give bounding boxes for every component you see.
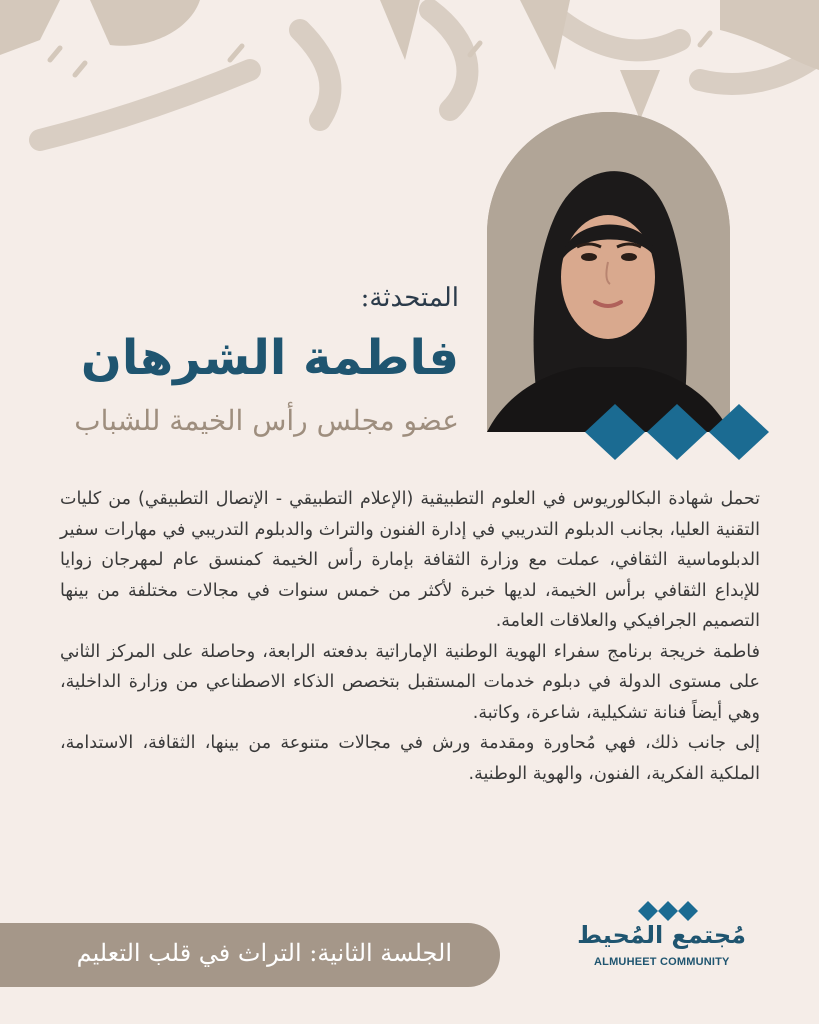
bio-paragraph: إلى جانب ذلك، فهي مُحاورة ومقدمة ورش في مجالات متنوعة من بينها، الثقافة، الاستدامة، الملكية الفكرية، الفنون، والهوية الوطنية. (60, 733, 760, 784)
speaker-portrait (487, 112, 730, 432)
logo-arabic-text: مُجتمع المُحيط (577, 921, 746, 949)
session-banner (0, 923, 500, 987)
wave-pattern-icon (585, 402, 771, 460)
speaker-bio (60, 484, 760, 789)
bio-paragraph: فاطمة خريجة برنامج سفراء الهوية الوطنية الإماراتية بدفعته الرابعة، وحاصلة على المركز الثاني على مستوى الدولة في دبلوم خدمات المستقبل بتخصص الذكاء الاصطناعي من وزارة الداخلية، وهي أيضاً فنانة تشكيلية، شاعرة، وكاتبة. (60, 641, 760, 723)
speaker-label: المتحدثة: (360, 283, 459, 313)
logo-english-text: ALMUHEET COMMUNITY (594, 956, 730, 968)
speaker-title: عضو مجلس رأس الخيمة للشباب (74, 404, 459, 437)
speaker-name: فاطمة الشرهان (80, 330, 459, 386)
logo-wave-icon (638, 901, 698, 921)
bio-paragraph: تحمل شهادة البكالوريوس في العلوم التطبيقية (الإعلام التطبيقي - الإتصال التطبيقي) من كليات التقنية العليا، بجانب الدبلوم التدريبي في إدارة الفنون والتراث والدبلوم التدريبي في مهارات سفير الدبلوماسية الثقافي، عملت مع وزارة الثقافة بإمارة رأس الخيمة كمنسق عام لمهرجان زوايا للإبداع الثقافي برأس الخيمة، لديها خبرة لأكثر من خمس سنوات في مجالات مختلفة من بينها التصميم الجرافيكي والعلاقات العامة. (60, 489, 760, 631)
session-title: الجلسة الثانية: التراث في قلب التعليم (76, 939, 452, 967)
community-logo (577, 895, 760, 975)
